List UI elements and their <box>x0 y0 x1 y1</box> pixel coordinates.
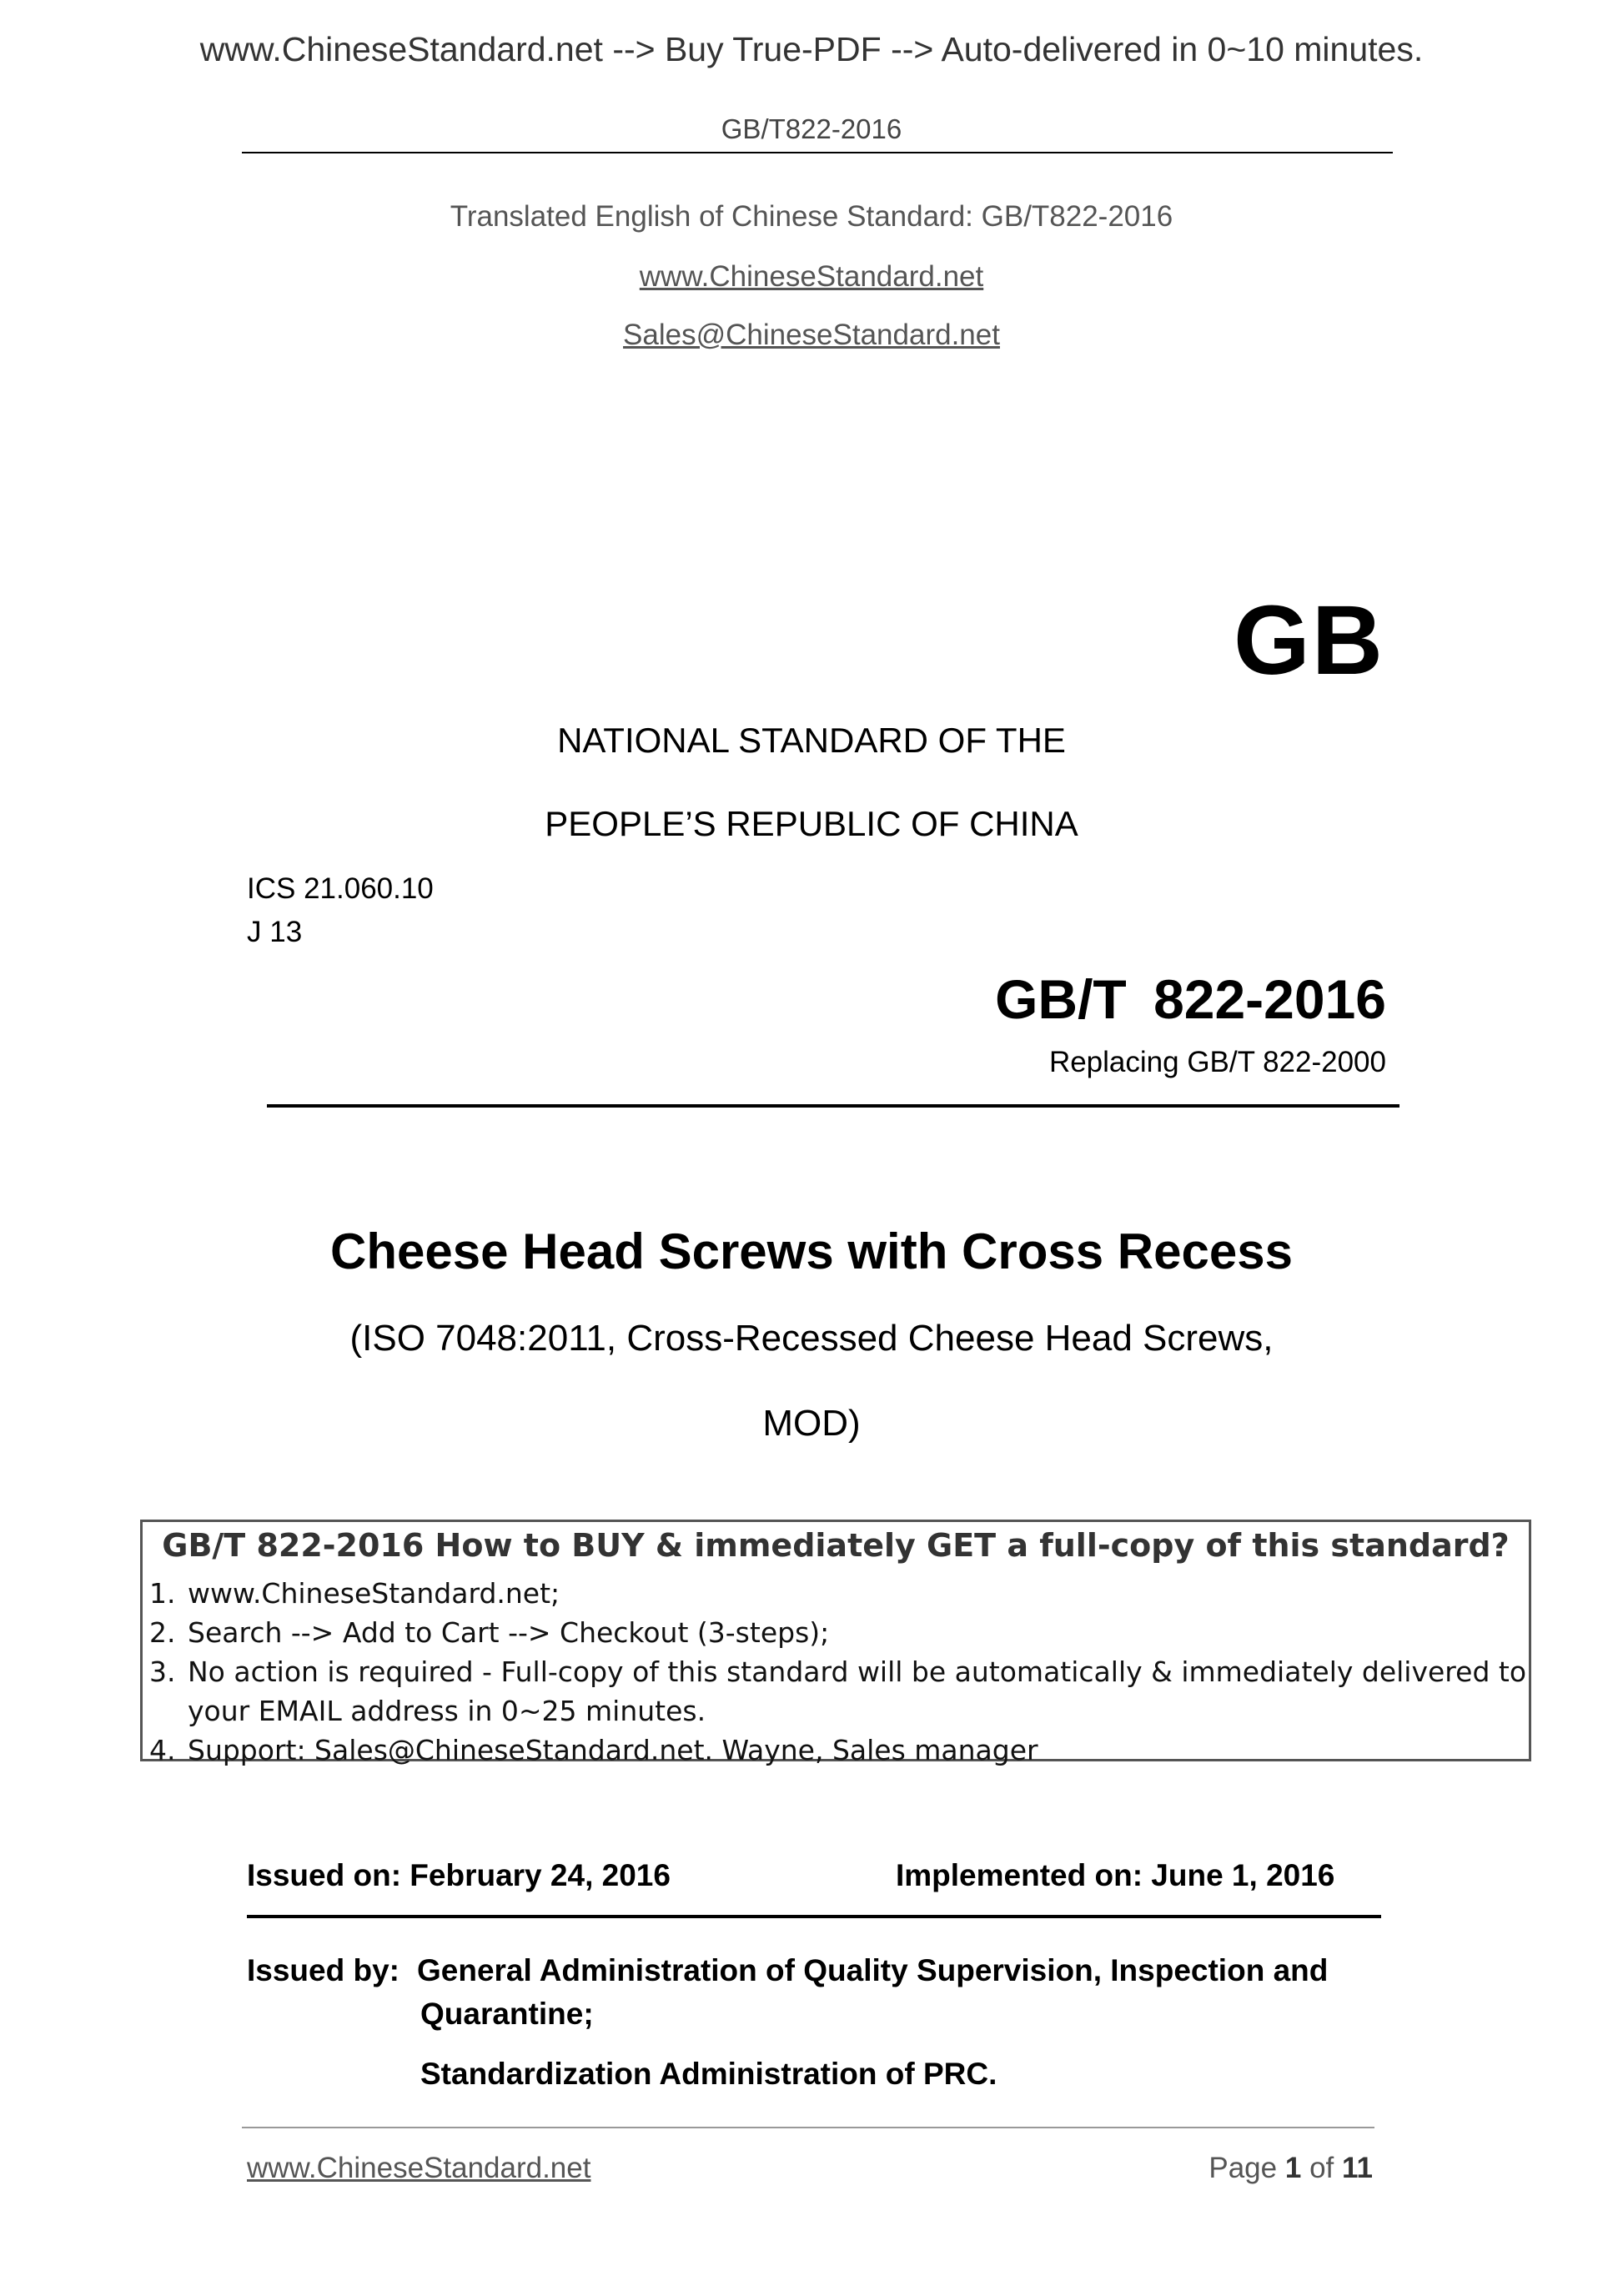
national-standard-line-1: NATIONAL STANDARD OF THE <box>557 721 1066 760</box>
step-number: 3. <box>149 1655 176 1688</box>
site-link-row <box>0 260 1623 294</box>
page-of-label: of <box>1309 2152 1334 2184</box>
email-link-row <box>0 319 1623 352</box>
purchase-step <box>149 1574 1529 1613</box>
header-divider <box>242 152 1393 153</box>
footer-site-link[interactable]: www.ChineseStandard.net <box>247 2152 591 2184</box>
step-number: 2. <box>149 1616 176 1649</box>
step-text: No action is required - Full-copy of this standard will be automatically & immediately delivered to your EMAIL address in 0~25 minutes. <box>188 1655 1527 1727</box>
page-current: 1 <box>1284 2152 1302 2184</box>
page-indicator <box>1208 2152 1373 2185</box>
header-doc-code: GB/T822-2016 <box>721 113 902 144</box>
step-text: Support: Sales@ChineseStandard.net. Wayne, Sales manager <box>188 1734 1038 1766</box>
site-link[interactable]: www.ChineseStandard.net <box>639 260 984 293</box>
iso-reference-line-2: MOD) <box>762 1403 861 1444</box>
iso-reference-line-1: (ISO 7048:2011, Cross-Recessed Cheese Head Screws, <box>349 1318 1274 1359</box>
purchase-step <box>149 1731 1529 1770</box>
purchase-box-title: GB/T 822-2016 How to BUY & immediately GET a full-copy of this standard? <box>162 1527 1510 1564</box>
issuer-line-1: General Administration of Quality Supervision, Inspection and <box>417 1953 1329 1987</box>
ccs-code: J 13 <box>247 916 303 948</box>
header-promo-line: www.ChineseStandard.net --> Buy True-PDF --> Auto-delivered in 0~10 minutes. <box>199 30 1424 68</box>
standard-number: GB/T 822-2016 <box>995 968 1386 1030</box>
sales-email-link[interactable]: Sales@ChineseStandard.net <box>623 319 1000 351</box>
page-total: 11 <box>1342 2152 1373 2184</box>
page-label: Page <box>1208 2152 1278 2184</box>
step-text[interactable]: www.ChineseStandard.net; <box>188 1577 560 1610</box>
issued-on-date: Issued on: February 24, 2016 <box>247 1858 671 1892</box>
purchase-info-box <box>140 1520 1531 1766</box>
national-standard-line-2: PEOPLE’S REPUBLIC OF CHINA <box>545 804 1078 843</box>
implemented-on-date: Implemented on: June 1, 2016 <box>896 1858 1335 1892</box>
replacing-note: Replacing GB/T 822-2000 <box>1048 1046 1386 1078</box>
document-title: Cheese Head Screws with Cross Recess <box>330 1223 1293 1279</box>
purchase-step <box>149 1652 1529 1731</box>
step-text: Search --> Add to Cart --> Checkout (3-steps); <box>188 1616 830 1649</box>
purchase-step <box>149 1613 1529 1652</box>
issuer-line-2: Quarantine; <box>420 1997 594 2031</box>
title-divider <box>267 1104 1399 1108</box>
issued-by-label: Issued by: <box>247 1953 399 1987</box>
ics-code: ICS 21.060.10 <box>247 872 434 905</box>
issue-divider <box>247 1915 1381 1918</box>
step-number: 1. <box>149 1577 176 1610</box>
translated-notice: Translated English of Chinese Standard: GB/T822-2016 <box>450 200 1173 233</box>
issuer-line-3: Standardization Administration of PRC. <box>420 2057 997 2091</box>
gb-logo: GB <box>1234 585 1384 696</box>
footer-divider <box>242 2127 1374 2128</box>
step-number: 4. <box>149 1734 176 1766</box>
purchase-steps-list <box>149 1574 1529 1770</box>
